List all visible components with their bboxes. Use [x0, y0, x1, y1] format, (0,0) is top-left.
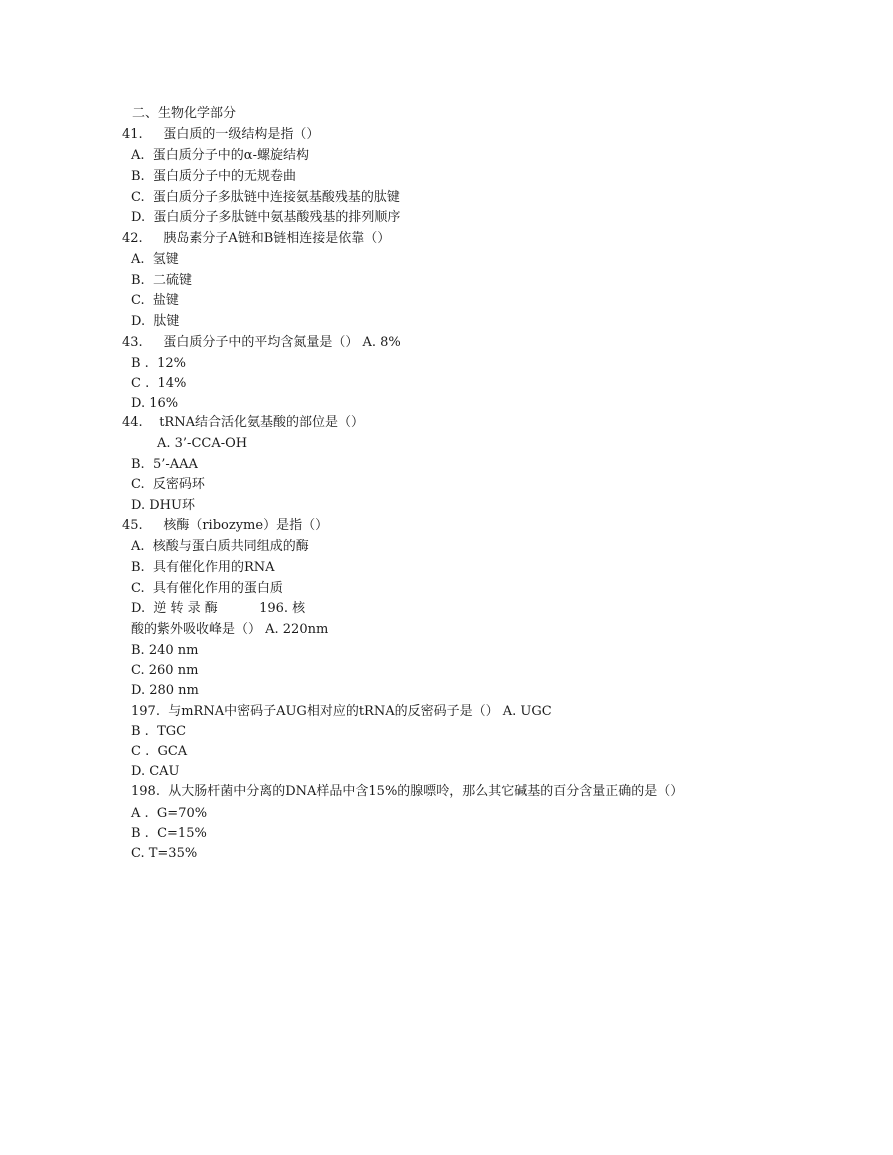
question-41-option-b: B. 蛋白质分子中的无规卷曲 [131, 169, 296, 184]
question-45-option-d: D. 逆 转 录 酶 196. 核 [131, 601, 306, 616]
question-196-option-b: B. 240 nm [131, 643, 199, 658]
question-196-option-c: C. 260 nm [131, 663, 199, 678]
question-44-option-b: B. 5’-AAA [131, 457, 198, 472]
question-197-option-c: C . GCA [131, 744, 188, 759]
question-41-stem: 41. 蛋白质的一级结构是指（） [122, 127, 320, 142]
question-198-option-c: C. T=35% [131, 846, 198, 861]
question-197-option-d: D. CAU [131, 764, 180, 779]
question-43-option-b: B . 12% [131, 356, 186, 371]
question-197-option-b: B . TGC [131, 724, 187, 739]
question-42-option-a: A. 氢键 [131, 252, 179, 267]
question-198-option-a: A . G=70% [131, 806, 208, 821]
question-44-option-a: A. 3’-CCA-OH [157, 436, 248, 451]
question-198-stem: 198. 从大肠杆菌中分离的DNA样品中含15%的腺嘌呤，那么其它碱基的百分含量正确的是（） [131, 784, 684, 799]
question-43-option-c: C . 14% [131, 376, 187, 391]
question-198-option-b: B . C=15% [131, 826, 207, 841]
section-title: 二、生物化学部分 [132, 106, 237, 121]
question-41-option-c: C. 蛋白质分子多肽链中连接氨基酸残基的肽键 [131, 190, 400, 205]
question-45-option-a: A. 核酸与蛋白质共同组成的酶 [131, 539, 309, 554]
question-44-stem: 44. tRNA结合活化氨基酸的部位是（） [122, 415, 364, 430]
question-45-stem: 45. 核酶（ribozyme）是指（） [122, 518, 329, 533]
question-45-option-b: B. 具有催化作用的RNA [131, 560, 275, 575]
question-44-option-c: C. 反密码环 [131, 477, 205, 492]
question-42-option-c: C. 盐键 [131, 293, 179, 308]
question-196-option-d: D. 280 nm [131, 683, 199, 698]
question-44-option-d: D. DHU环 [131, 498, 195, 513]
question-41-option-d: D. 蛋白质分子多肽链中氨基酸残基的排列顺序 [131, 210, 401, 225]
question-42-stem: 42. 胰岛素分子A链和B链相连接是依靠（） [122, 231, 391, 246]
question-196-stem: 酸的紫外吸收峰是（） A. 220nm [131, 622, 329, 637]
question-42-option-b: B. 二硫键 [131, 273, 192, 288]
question-43-stem: 43. 蛋白质分子中的平均含氮量是（） A. 8% [122, 335, 401, 350]
question-43-option-d: D. 16% [131, 396, 179, 411]
question-42-option-d: D. 肽键 [131, 314, 180, 329]
question-41-option-a: A. 蛋白质分子中的α-螺旋结构 [131, 148, 309, 163]
question-45-option-c: C. 具有催化作用的蛋白质 [131, 581, 283, 596]
question-197-stem: 197. 与mRNA中密码子AUG相对应的tRNA的反密码子是（） A. UGC [131, 704, 552, 719]
